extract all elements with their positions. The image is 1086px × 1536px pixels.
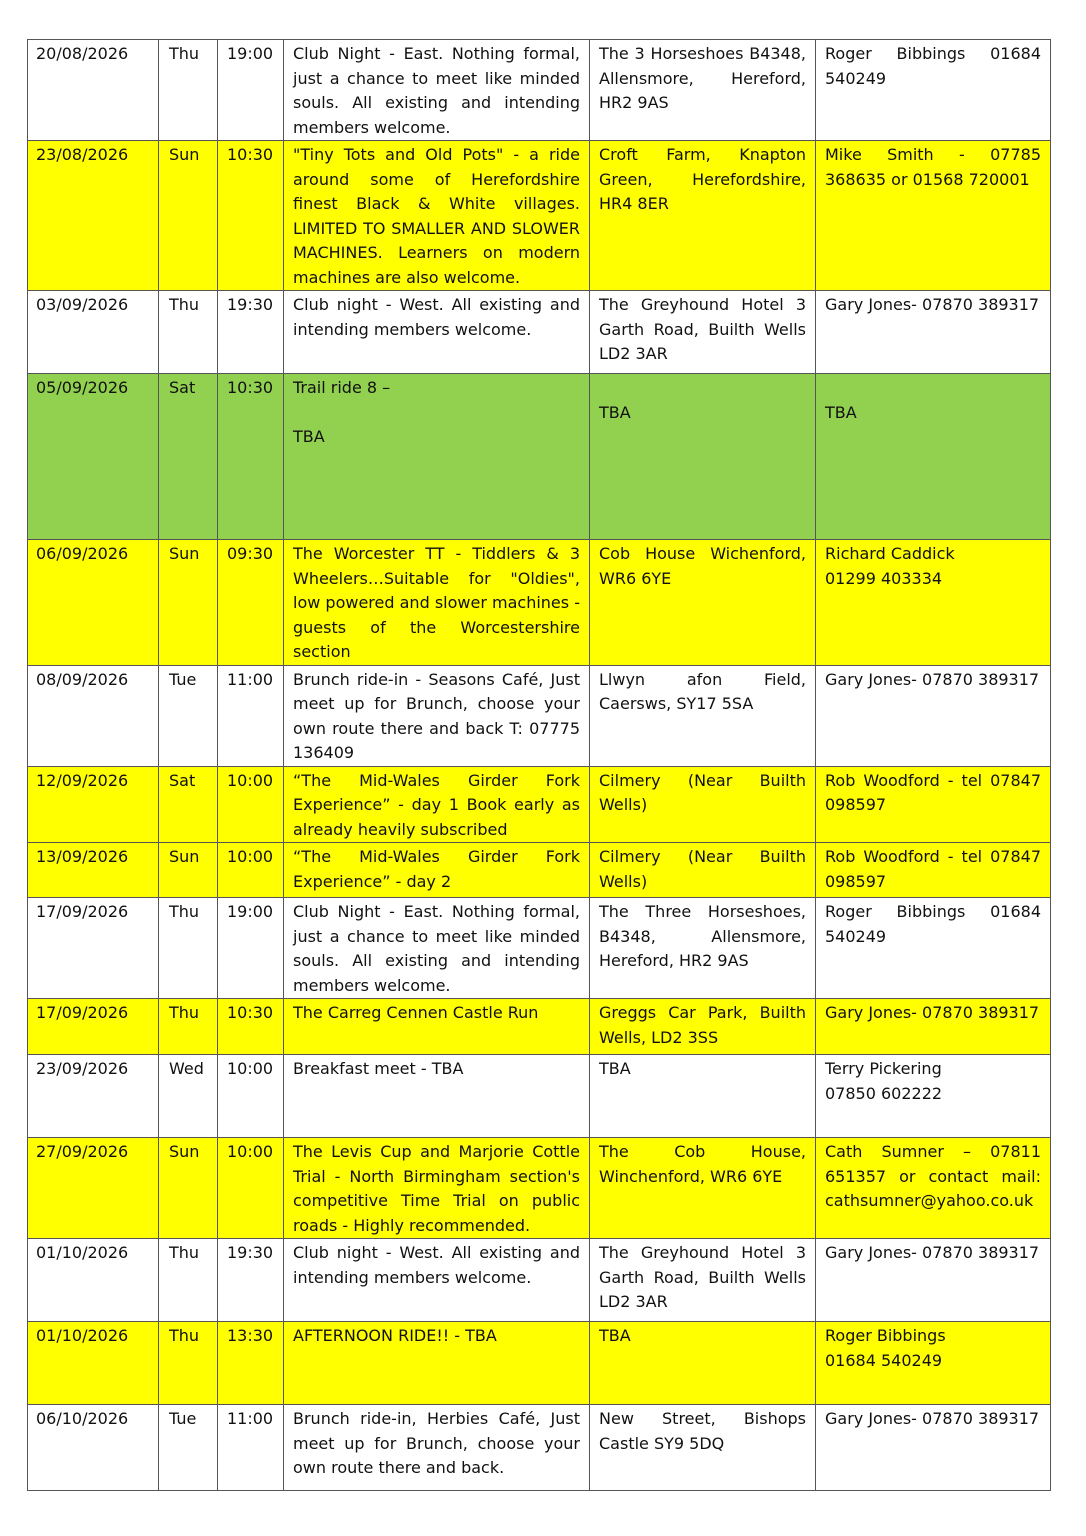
event-contact: Gary Jones- 07870 389317 xyxy=(816,291,1051,374)
event-location: The Greyhound Hotel 3 Garth Road, Builth Wells LD2 3AR xyxy=(590,291,816,374)
event-day: Thu xyxy=(159,898,218,999)
event-description: The Levis Cup and Marjorie Cottle Trial - North Birmingham section's competitive Time Trial on public roads - Highly recommended. xyxy=(284,1138,590,1239)
table-row xyxy=(28,898,1051,999)
event-date: 01/10/2026 xyxy=(28,1322,159,1405)
event-contact: Rob Woodford - tel 07847 098597 xyxy=(816,766,1051,843)
table-row xyxy=(28,291,1051,374)
event-day: Sun xyxy=(159,843,218,898)
event-location: Cob House Wichenford, WR6 6YE xyxy=(590,540,816,666)
table-row xyxy=(28,540,1051,666)
event-location: Greggs Car Park, Builth Wells, LD2 3SS xyxy=(590,999,816,1055)
event-date: 06/09/2026 xyxy=(28,540,159,666)
event-contact: Mike Smith - 07785 368635 or 01568 720001 xyxy=(816,141,1051,291)
event-day: Thu xyxy=(159,999,218,1055)
event-contact: TBA xyxy=(816,374,1051,540)
table-row xyxy=(28,999,1051,1055)
event-day: Tue xyxy=(159,665,218,766)
event-location: TBA xyxy=(590,374,816,540)
event-date: 17/09/2026 xyxy=(28,898,159,999)
event-time: 11:00 xyxy=(218,1405,284,1491)
table-row xyxy=(28,40,1051,141)
event-time: 10:00 xyxy=(218,1055,284,1138)
event-day: Thu xyxy=(159,1322,218,1405)
event-description: AFTERNOON RIDE!! - TBA xyxy=(284,1322,590,1405)
event-description: The Carreg Cennen Castle Run xyxy=(284,999,590,1055)
event-description: “The Mid-Wales Girder Fork Experience” - day 1 Book early as already heavily subscribed xyxy=(284,766,590,843)
event-description: Brunch ride-in - Seasons Café, Just meet up for Brunch, choose your own route there and back T: 07775 136409 xyxy=(284,665,590,766)
event-description: Club night - West. All existing and intending members welcome. xyxy=(284,291,590,374)
event-time: 13:30 xyxy=(218,1322,284,1405)
table-row xyxy=(28,374,1051,540)
event-date: 08/09/2026 xyxy=(28,665,159,766)
event-location: The Greyhound Hotel 3 Garth Road, Builth Wells LD2 3AR xyxy=(590,1239,816,1322)
event-contact: Roger Bibbings 01684 540249 xyxy=(816,1322,1051,1405)
event-time: 10:00 xyxy=(218,843,284,898)
event-date: 06/10/2026 xyxy=(28,1405,159,1491)
event-time: 10:30 xyxy=(218,141,284,291)
event-day: Sun xyxy=(159,540,218,666)
event-location: The Cob House, Winchenford, WR6 6YE xyxy=(590,1138,816,1239)
event-date: 23/09/2026 xyxy=(28,1055,159,1138)
event-location: Cilmery (Near Builth Wells) xyxy=(590,843,816,898)
event-date: 03/09/2026 xyxy=(28,291,159,374)
table-row xyxy=(28,141,1051,291)
event-date: 20/08/2026 xyxy=(28,40,159,141)
event-description: Brunch ride-in, Herbies Café, Just meet up for Brunch, choose your own route there and back. xyxy=(284,1405,590,1491)
event-description: Club Night - East. Nothing formal, just a chance to meet like minded souls. All existing and intending members welcome. xyxy=(284,40,590,141)
event-contact: Terry Pickering 07850 602222 xyxy=(816,1055,1051,1138)
event-day: Tue xyxy=(159,1405,218,1491)
event-day: Thu xyxy=(159,1239,218,1322)
event-time: 19:00 xyxy=(218,898,284,999)
event-description: Trail ride 8 – TBA xyxy=(284,374,590,540)
event-location: The 3 Horseshoes B4348, Allensmore, Hereford, HR2 9AS xyxy=(590,40,816,141)
event-time: 10:00 xyxy=(218,1138,284,1239)
event-location: Croft Farm, Knapton Green, Herefordshire, HR4 8ER xyxy=(590,141,816,291)
event-day: Wed xyxy=(159,1055,218,1138)
event-day: Sun xyxy=(159,1138,218,1239)
event-date: 01/10/2026 xyxy=(28,1239,159,1322)
table-row xyxy=(28,1239,1051,1322)
event-time: 19:30 xyxy=(218,291,284,374)
event-location: Llwyn afon Field, Caersws, SY17 5SA xyxy=(590,665,816,766)
event-contact: Cath Sumner – 07811 651357 or contact mail: cathsumner@yahoo.co.uk xyxy=(816,1138,1051,1239)
event-location: Cilmery (Near Builth Wells) xyxy=(590,766,816,843)
table-row xyxy=(28,1405,1051,1491)
event-time: 10:30 xyxy=(218,374,284,540)
event-time: 19:00 xyxy=(218,40,284,141)
event-contact: Gary Jones- 07870 389317 xyxy=(816,1405,1051,1491)
event-location: TBA xyxy=(590,1055,816,1138)
event-description: Breakfast meet - TBA xyxy=(284,1055,590,1138)
event-location: The Three Horseshoes, B4348, Allensmore, Hereford, HR2 9AS xyxy=(590,898,816,999)
event-day: Sat xyxy=(159,374,218,540)
event-day: Thu xyxy=(159,40,218,141)
table-row xyxy=(28,1055,1051,1138)
event-time: 10:30 xyxy=(218,999,284,1055)
event-date: 13/09/2026 xyxy=(28,843,159,898)
event-time: 10:00 xyxy=(218,766,284,843)
event-location: New Street, Bishops Castle SY9 5DQ xyxy=(590,1405,816,1491)
event-contact: Gary Jones- 07870 389317 xyxy=(816,1239,1051,1322)
events-table-body xyxy=(28,40,1051,1491)
event-date: 17/09/2026 xyxy=(28,999,159,1055)
event-date: 05/09/2026 xyxy=(28,374,159,540)
event-location: TBA xyxy=(590,1322,816,1405)
event-date: 27/09/2026 xyxy=(28,1138,159,1239)
event-time: 11:00 xyxy=(218,665,284,766)
event-description: Club night - West. All existing and intending members welcome. xyxy=(284,1239,590,1322)
table-row xyxy=(28,1138,1051,1239)
table-row xyxy=(28,1322,1051,1405)
event-description: "Tiny Tots and Old Pots" - a ride around some of Herefordshire finest Black & White villages. LIMITED TO SMALLER AND SLOWER MACHINES. Learners on modern machines are also welcome. xyxy=(284,141,590,291)
event-date: 23/08/2026 xyxy=(28,141,159,291)
event-description: Club Night - East. Nothing formal, just a chance to meet like minded souls. All existing and intending members welcome. xyxy=(284,898,590,999)
event-contact: Gary Jones- 07870 389317 xyxy=(816,999,1051,1055)
event-contact: Richard Caddick 01299 403334 xyxy=(816,540,1051,666)
event-contact: Gary Jones- 07870 389317 xyxy=(816,665,1051,766)
event-time: 09:30 xyxy=(218,540,284,666)
event-date: 12/09/2026 xyxy=(28,766,159,843)
event-description: The Worcester TT - Tiddlers & 3 Wheelers…Suitable for "Oldies", low powered and slower machines - guests of the Worcestershire section xyxy=(284,540,590,666)
event-day: Thu xyxy=(159,291,218,374)
event-contact: Roger Bibbings 01684 540249 xyxy=(816,898,1051,999)
event-time: 19:30 xyxy=(218,1239,284,1322)
table-row xyxy=(28,843,1051,898)
event-contact: Rob Woodford - tel 07847 098597 xyxy=(816,843,1051,898)
table-row xyxy=(28,665,1051,766)
table-row xyxy=(28,766,1051,843)
event-contact: Roger Bibbings 01684 540249 xyxy=(816,40,1051,141)
event-day: Sun xyxy=(159,141,218,291)
event-day: Sat xyxy=(159,766,218,843)
event-description: “The Mid-Wales Girder Fork Experience” - day 2 xyxy=(284,843,590,898)
events-table xyxy=(27,39,1051,1491)
